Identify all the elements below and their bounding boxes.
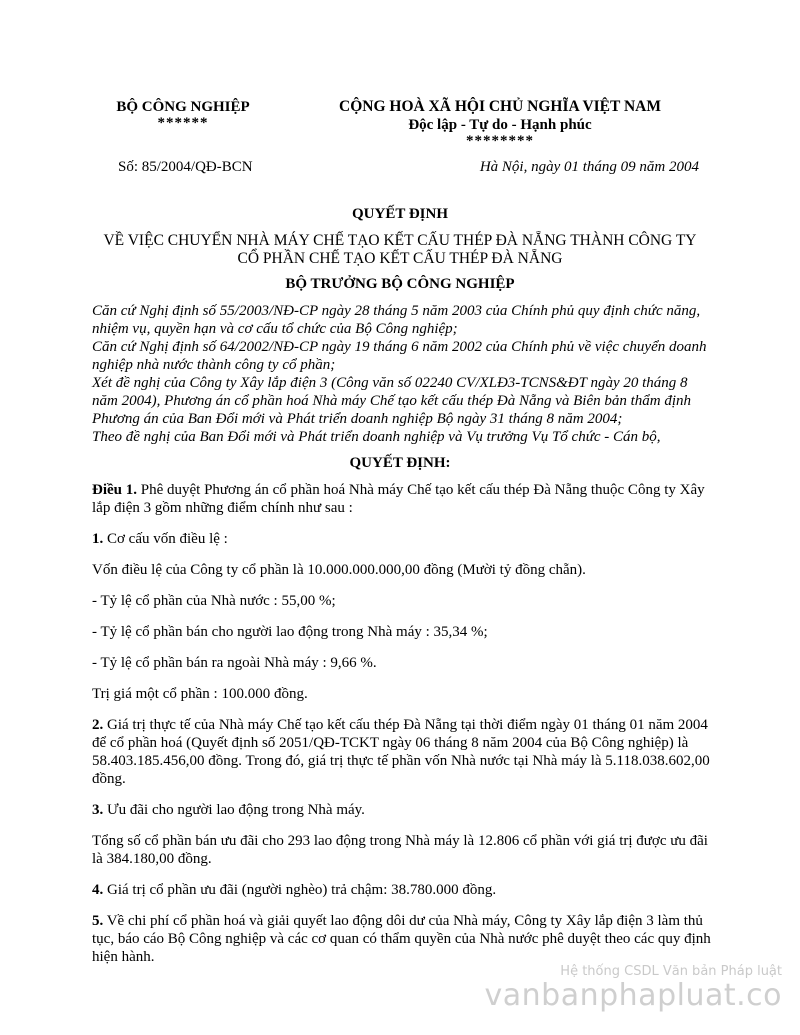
charter-capital: Vốn điều lệ của Công ty cổ phần là 10.000.000.000,00 đồng (Mười tỷ đồng chẵn). [92, 562, 586, 578]
national-header-block [300, 98, 700, 148]
worker-share-ratio: - Tỷ lệ cổ phần bán cho người lao động trong Nhà máy : 35,34 %; [92, 624, 488, 640]
item-3-heading [92, 801, 712, 819]
share-par-value: Trị giá một cổ phần : 100.000 đồng. [92, 686, 308, 702]
state-share-ratio: - Tỷ lệ cổ phần của Nhà nước : 55,00 %; [92, 593, 336, 609]
item-3-text: Tổng số cổ phần bán ưu đãi cho 293 lao động trong Nhà máy là 12.806 cổ phần với giá trị được ưu đãi là 384.180,00 đồng. [92, 833, 708, 867]
item-number: 2. [92, 717, 104, 733]
article-1-text: Phê duyệt Phương án cổ phần hoá Nhà máy Chế tạo kết cấu thép Đà Nẵng thuộc Công ty Xây lắp điện 3 gồm những điểm chính như sau : [92, 482, 705, 516]
document-number: Số: 85/2004/QĐ-BCN [118, 159, 253, 175]
issuing-authority-block [88, 98, 278, 130]
item-5-text: Về chi phí cổ phần hoá và giải quyết lao động dôi dư của Nhà máy, Công ty Xây lắp điện 3 làm thủ tục, báo cáo Bộ Công nghiệp và các cơ quan có thẩm quyền của Nhà nước phê duyệt theo các quy định hiện hành. [92, 913, 711, 965]
item-number: 4. [92, 882, 104, 898]
item-5 [92, 912, 712, 966]
country-name: CỘNG HOÀ XÃ HỘI CHỦ NGHĨA VIỆT NAM [339, 98, 661, 115]
outside-share-ratio: - Tỷ lệ cổ phần bán ra ngoài Nhà máy : 9,66 %. [92, 655, 377, 671]
item-4 [92, 881, 712, 899]
ministry-stars: ****** [157, 115, 209, 131]
watermark-caption: Hệ thống CSDL Văn bản Pháp luật [560, 964, 782, 979]
decision-subject-line-1: VỀ VIỆC CHUYỂN NHÀ MÁY CHẾ TẠO KẾT CẤU THÉP ĐÀ NẴNG THÀNH CÔNG TY [103, 232, 697, 249]
item-2-text: Giá trị thực tế của Nhà máy Chế tạo kết cấu thép Đà Nẵng tại thời điểm ngày 01 tháng 01 năm 2004 để cổ phần hoá (Quyết định số 2051/QĐ-TCKT ngày 06 tháng 8 năm 2004 của Bộ Công nghiệp) là 58.403.185.456,00 đồng. Trong đó, giá trị thực tế phần vốn Nhà nước tại Nhà máy là 5.118.038.602,00 đồng. [92, 717, 710, 787]
motto-stars: ******** [466, 133, 534, 149]
national-motto: Độc lập - Tự do - Hạnh phúc [408, 117, 592, 133]
ministry-name: BỘ CÔNG NGHIỆP [116, 99, 250, 115]
basis-paragraph: Theo đề nghị của Ban Đổi mới và Phát triển doanh nghiệp và Vụ trưởng Vụ Tổ chức - Cán bộ, [92, 429, 661, 445]
item-4-text: Giá trị cổ phần ưu đãi (người nghèo) trả chậm: 38.780.000 đồng. [103, 882, 497, 898]
item-2 [92, 716, 712, 788]
decision-subject-line-2: CỔ PHẦN CHẾ TẠO KẾT CẤU THÉP ĐÀ NẴNG [237, 250, 563, 267]
article-1-label: Điều 1. [92, 482, 137, 498]
decide-heading: QUYẾT ĐỊNH: [349, 455, 451, 471]
item-3-title: Ưu đãi cho người lao động trong Nhà máy. [103, 802, 365, 818]
authority-title: BỘ TRƯỞNG BỘ CÔNG NGHIỆP [285, 276, 515, 292]
item-number: 3. [92, 802, 104, 818]
watermark-site: vanbanphapluat.co [484, 978, 782, 1013]
article-1 [92, 481, 712, 517]
basis-paragraph: Căn cứ Nghị định số 55/2003/NĐ-CP ngày 28 tháng 5 năm 2003 của Chính phủ quy định chức năng, nhiệm vụ, quyền hạn và cơ cấu tổ chức của Bộ Công nghiệp; [92, 303, 701, 337]
document-date: Hà Nội, ngày 01 tháng 09 năm 2004 [479, 159, 699, 175]
item-number: 1. [92, 531, 104, 547]
item-1-title: Cơ cấu vốn điều lệ : [103, 531, 228, 547]
basis-paragraph: Xét đề nghị của Công ty Xây lắp điện 3 (Công văn số 02240 CV/XLĐ3-TCNS&ĐT ngày 20 tháng 8 năm 2004), Phương án cổ phần hoá Nhà máy Chế tạo kết cấu thép Đà Nẵng và Biên bản thẩm định Phương án của Ban Đổi mới và Phát triển doanh nghiệp Bộ ngày 31 tháng 8 năm 2004; [92, 375, 692, 427]
item-1-heading [92, 530, 712, 548]
decision-body [92, 481, 712, 966]
basis-paragraph: Căn cứ Nghị định số 64/2002/NĐ-CP ngày 19 tháng 6 năm 2002 của Chính phủ về việc chuyển doanh nghiệp nhà nước thành công ty cổ phần; [92, 339, 707, 373]
item-number: 5. [92, 913, 104, 929]
decision-title: QUYẾT ĐỊNH [352, 206, 448, 222]
legal-basis [92, 302, 712, 446]
decision-subject [90, 232, 710, 268]
